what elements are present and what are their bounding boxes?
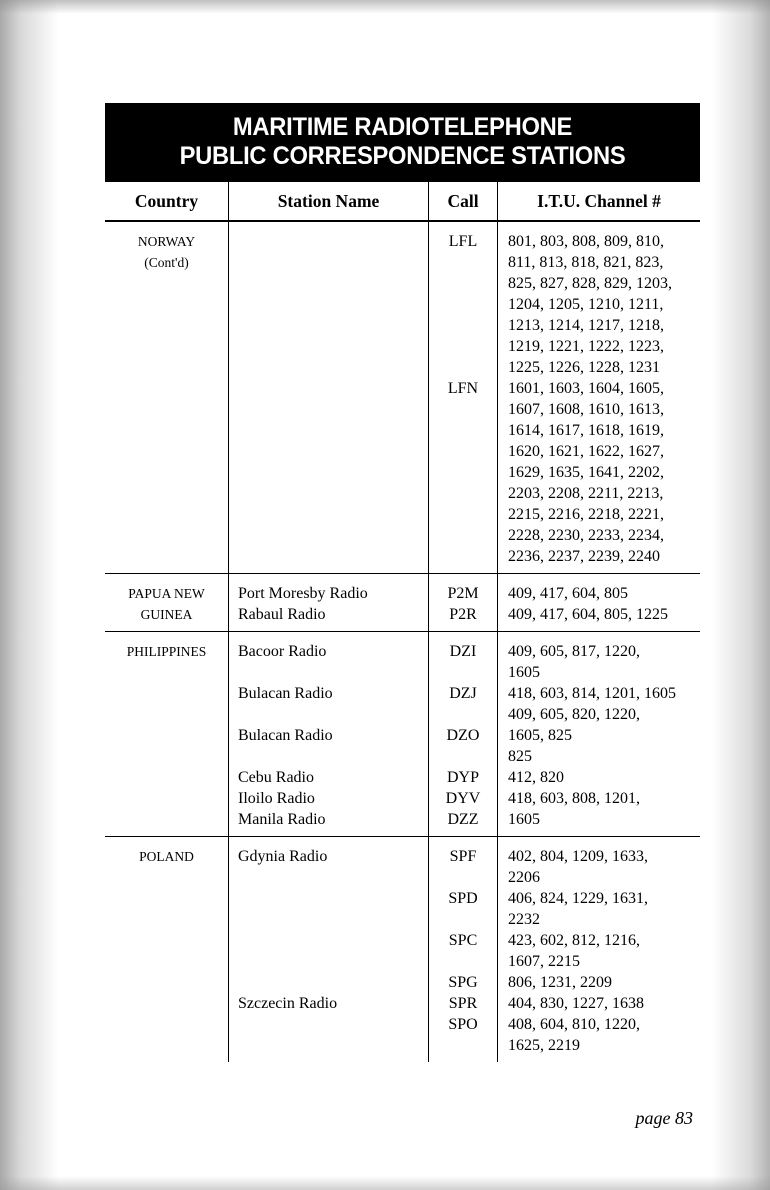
call-sign xyxy=(429,315,497,336)
channel-line: 2203, 2208, 2211, 2213, xyxy=(508,485,664,502)
page-number: page 83 xyxy=(635,1108,693,1128)
call-cell xyxy=(428,574,497,631)
country-line: NORWAY xyxy=(137,234,196,249)
station-name xyxy=(229,746,428,767)
channel-line: 409, 605, 817, 1220, xyxy=(508,643,640,660)
call-cell xyxy=(428,222,497,573)
station-name xyxy=(229,909,428,930)
station-cell xyxy=(228,222,428,573)
channel-line: 1213, 1214, 1217, 1218, xyxy=(508,317,664,334)
channel-line: 2228, 2230, 2233, 2234, xyxy=(508,527,664,544)
call-sign xyxy=(429,336,497,357)
channel-line: 423, 602, 812, 1216, xyxy=(508,932,640,949)
channel-line: 412, 820 xyxy=(508,769,564,786)
channel-line: 418, 603, 808, 1201, xyxy=(508,790,640,807)
call-sign xyxy=(429,357,497,378)
table-group-philippines xyxy=(105,632,700,837)
call-sign: LFN xyxy=(447,380,479,397)
channel-line: 404, 830, 1227, 1638 xyxy=(508,995,644,1012)
channel-line: 825 xyxy=(508,748,532,765)
station-name: Cebu Radio xyxy=(238,769,314,786)
call-sign: SPC xyxy=(448,932,478,949)
scan-edge-bottom xyxy=(0,1176,770,1190)
call-sign: DYP xyxy=(446,769,479,786)
country-line: PAPUA NEW xyxy=(128,586,205,601)
channel-line: 2232 xyxy=(508,911,540,928)
scan-edge-left xyxy=(0,0,58,1190)
channel-cell xyxy=(497,837,700,1062)
channel-line: 825, 827, 828, 829, 1203, xyxy=(508,275,672,292)
channel-line: 1204, 1205, 1210, 1211, xyxy=(508,296,664,313)
station-cell xyxy=(228,632,428,836)
call-sign: P2M xyxy=(447,585,479,602)
stations-table xyxy=(105,103,700,1062)
channel-line: 409, 417, 604, 805, 1225 xyxy=(508,606,668,623)
channel-line: 418, 603, 814, 1201, 1605 xyxy=(508,685,676,702)
channel-line: 1614, 1617, 1618, 1619, xyxy=(508,422,664,439)
call-sign xyxy=(429,951,497,972)
table-group-poland xyxy=(105,837,700,1062)
channel-cell xyxy=(497,222,700,573)
channel-line: 1607, 2215 xyxy=(508,953,580,970)
country-line: (Cont'd) xyxy=(144,255,189,270)
call-sign: SPD xyxy=(448,890,478,907)
scan-edge-right xyxy=(712,0,770,1190)
country-line: GUINEA xyxy=(140,607,193,622)
channel-line: 1607, 1608, 1610, 1613, xyxy=(508,401,664,418)
call-sign xyxy=(429,746,497,767)
channel-line: 406, 824, 1229, 1631, xyxy=(508,890,648,907)
call-cell xyxy=(428,632,497,836)
station-name xyxy=(229,930,428,951)
station-name: Rabaul Radio xyxy=(238,606,326,623)
station-name: Iloilo Radio xyxy=(238,790,315,807)
station-name: Szczecin Radio xyxy=(238,995,338,1012)
table-group-papua-new xyxy=(105,574,700,632)
channel-line: 402, 804, 1209, 1633, xyxy=(508,848,648,865)
column-header-row xyxy=(105,182,700,222)
column-header-station-name: Station Name xyxy=(228,182,428,220)
call-sign: SPF xyxy=(449,848,477,865)
station-name: Port Moresby Radio xyxy=(238,585,368,602)
call-sign: SPO xyxy=(448,1016,478,1033)
station-name xyxy=(229,662,428,683)
channel-line: 1620, 1621, 1622, 1627, xyxy=(508,443,664,460)
column-header-country: Country xyxy=(134,191,199,211)
column-header-itu-channel: I.T.U. Channel # xyxy=(497,182,700,220)
title-line-2: PUBLIC CORRESPONDENCE STATIONS xyxy=(179,142,626,170)
channel-line: 811, 813, 818, 821, 823, xyxy=(508,254,664,271)
call-sign: LFL xyxy=(448,233,478,250)
channel-line: 1225, 1226, 1228, 1231 xyxy=(508,359,660,376)
channel-line: 1605 xyxy=(508,811,540,828)
station-name: Bacoor Radio xyxy=(238,643,327,660)
call-sign xyxy=(429,909,497,930)
channel-line: 1605 xyxy=(508,664,540,681)
column-header-call: Call xyxy=(428,182,497,220)
table-title-bar xyxy=(105,103,700,182)
country-cell xyxy=(105,222,228,573)
call-sign xyxy=(429,273,497,294)
country-line: POLAND xyxy=(139,849,194,864)
call-sign: DZI xyxy=(449,643,477,660)
call-sign: DZZ xyxy=(447,811,479,828)
call-sign: SPR xyxy=(448,995,478,1012)
scan-edge-top xyxy=(0,0,770,14)
channel-cell xyxy=(497,632,700,836)
table-body xyxy=(105,222,700,1062)
station-name xyxy=(229,951,428,972)
channel-line: 801, 803, 808, 809, 810, xyxy=(508,233,664,250)
call-sign: P2R xyxy=(449,606,477,623)
channel-cell xyxy=(497,574,700,631)
station-name xyxy=(229,972,428,993)
channel-line: 409, 605, 820, 1220, xyxy=(508,706,640,723)
station-name: Gdynia Radio xyxy=(238,848,328,865)
title-line-1: MARITIME RADIOTELEPHONE xyxy=(232,113,573,141)
call-sign xyxy=(429,252,497,273)
channel-line: 806, 1231, 2209 xyxy=(508,974,612,991)
table-group-norway xyxy=(105,222,700,574)
channel-line: 408, 604, 810, 1220, xyxy=(508,1016,640,1033)
call-sign: SPG xyxy=(448,974,478,991)
call-sign xyxy=(429,867,497,888)
call-sign xyxy=(429,662,497,683)
channel-line: 1219, 1221, 1222, 1223, xyxy=(508,338,664,355)
channel-line: 1629, 1635, 1641, 2202, xyxy=(508,464,664,481)
channel-line: 2206 xyxy=(508,869,540,886)
channel-line: 1605, 825 xyxy=(508,727,572,744)
call-sign xyxy=(429,294,497,315)
channel-line: 2236, 2237, 2239, 2240 xyxy=(508,548,660,565)
call-cell xyxy=(428,837,497,1062)
station-name: Bulacan Radio xyxy=(238,727,333,744)
station-cell xyxy=(228,837,428,1062)
channel-line: 2215, 2216, 2218, 2221, xyxy=(508,506,664,523)
station-name xyxy=(229,888,428,909)
call-sign: DZJ xyxy=(449,685,477,702)
call-sign xyxy=(429,704,497,725)
call-sign: DYV xyxy=(445,790,481,807)
country-cell xyxy=(105,632,228,836)
country-cell xyxy=(105,574,228,631)
station-name xyxy=(229,867,428,888)
country-line: PHILIPPINES xyxy=(126,644,207,659)
channel-line: 1625, 2219 xyxy=(508,1037,580,1054)
station-cell xyxy=(228,574,428,631)
channel-line: 409, 417, 604, 805 xyxy=(508,585,628,602)
station-name: Manila Radio xyxy=(238,811,326,828)
call-sign: DZO xyxy=(446,727,480,744)
country-cell xyxy=(105,837,228,1062)
station-name xyxy=(229,704,428,725)
station-name: Bulacan Radio xyxy=(238,685,333,702)
channel-line: 1601, 1603, 1604, 1605, xyxy=(508,380,664,397)
